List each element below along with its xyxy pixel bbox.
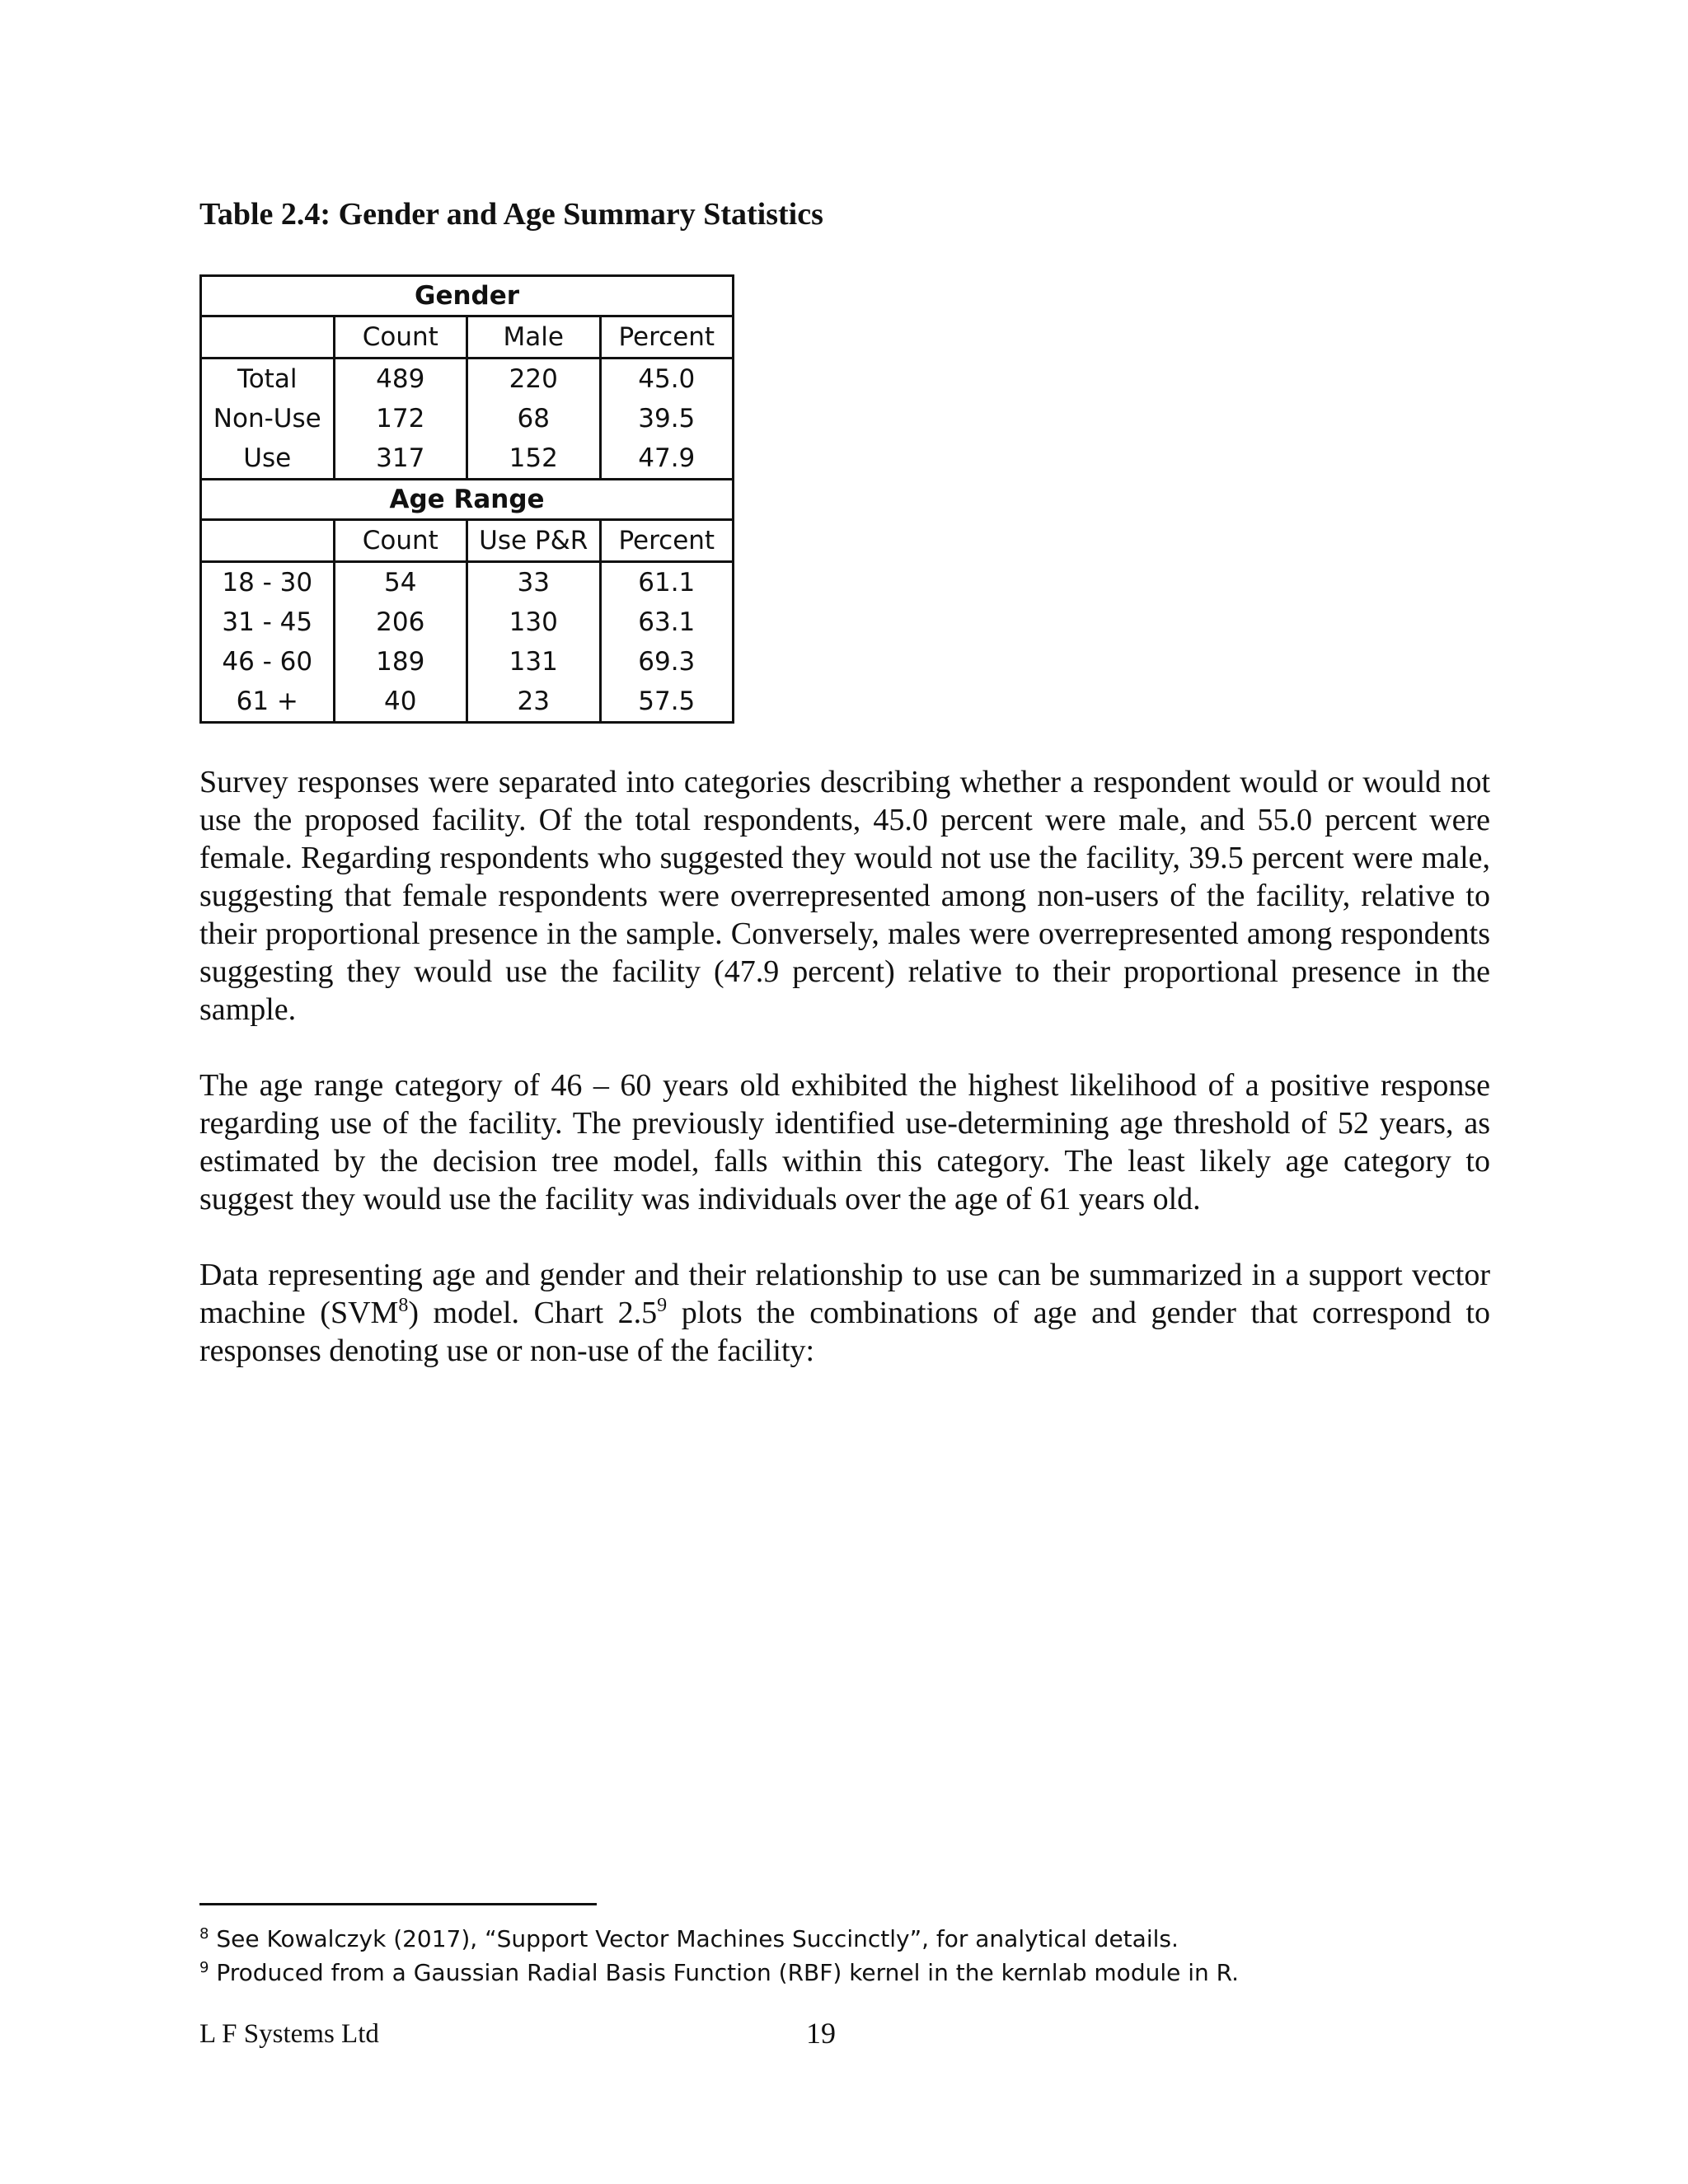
table-row — [201, 602, 734, 642]
text-span: Data representing age and gender and their relationship to use can be summarized in a support vector machine (SVM — [199, 1258, 1490, 1330]
row-label: 46 - 60 — [201, 642, 335, 682]
summary-table — [199, 274, 734, 724]
row-label: Use — [201, 438, 335, 480]
footnote-text: Produced from a Gaussian Radial Basis Function (RBF) kernel in the kernlab module in R. — [209, 1959, 1240, 1986]
footnote-9 — [199, 1959, 1239, 1986]
table-cell: 33 — [467, 562, 601, 603]
table-row — [201, 562, 734, 603]
column-header — [201, 520, 335, 562]
column-header: Count — [334, 520, 467, 562]
table-row — [201, 642, 734, 682]
table-cell: 131 — [467, 642, 601, 682]
table-cell: 23 — [467, 682, 601, 723]
row-label: 61 + — [201, 682, 335, 723]
row-label: Total — [201, 359, 335, 400]
table-row — [201, 359, 734, 400]
column-header: Percent — [600, 316, 734, 359]
gender-section-header — [201, 276, 734, 316]
table-title: Table 2.4: Gender and Age Summary Statistics — [199, 197, 823, 232]
table-cell: 69.3 — [600, 642, 734, 682]
table-cell: 189 — [334, 642, 467, 682]
table-cell: 68 — [467, 399, 601, 438]
page-number: 19 — [806, 2017, 836, 2050]
table-cell: 39.5 — [600, 399, 734, 438]
footer-company: L F Systems Ltd — [199, 2019, 379, 2049]
table-cell: 57.5 — [600, 682, 734, 723]
column-header: Percent — [600, 520, 734, 562]
table-row — [201, 438, 734, 480]
table-cell: 317 — [334, 438, 467, 480]
footnote-divider — [199, 1903, 597, 1905]
gender-heading: Gender — [201, 276, 734, 316]
gender-column-header-row — [201, 316, 734, 359]
table-row — [201, 682, 734, 723]
table-cell: 54 — [334, 562, 467, 603]
column-header — [201, 316, 335, 359]
row-label: 18 - 30 — [201, 562, 335, 603]
body-paragraph-svm — [199, 1256, 1490, 1370]
footnote-ref-9[interactable]: 9 — [657, 1295, 668, 1316]
table-cell: 40 — [334, 682, 467, 723]
table-cell: 61.1 — [600, 562, 734, 603]
table-cell: 47.9 — [600, 438, 734, 480]
table-cell: 489 — [334, 359, 467, 400]
table-cell: 63.1 — [600, 602, 734, 642]
footnote-ref-8[interactable]: 8 — [398, 1295, 409, 1316]
age-range-heading: Age Range — [201, 480, 734, 520]
text-span: ) model. Chart 2.5 — [408, 1296, 658, 1330]
column-header: Count — [334, 316, 467, 359]
body-paragraph-age: The age range category of 46 – 60 years old exhibited the highest likelihood of a positive response regarding use of the facility. The previously identified use-determining age threshold of 52 years, as estimated by the decision tree model, falls within this category. The least likely age category to suggest they would use the facility was individuals over the age of 61 years old. — [199, 1068, 1490, 1216]
body-paragraph-gender: Survey responses were separated into categories describing whether a respondent would or would not use the proposed facility. Of the total respondents, 45.0 percent were male, and 55.0 percent were female. Regarding respondents who suggested they would not use the facility, 39.5 percent were male, suggesting that female respondents were overrepresented among non-users of the facility, relative to their proportional presence in the sample. Conversely, males were overrepresented among respondents suggesting they would use the facility (47.9 percent) relative to their proportional presence in the sample. — [199, 765, 1490, 1027]
footnote-8 — [199, 1925, 1179, 1952]
footnote-text: See Kowalczyk (2017), “Support Vector Machines Succinctly”, for analytical details. — [209, 1925, 1179, 1952]
table-cell: 220 — [467, 359, 601, 400]
table-cell: 172 — [334, 399, 467, 438]
age-section-header — [201, 480, 734, 520]
row-label: 31 - 45 — [201, 602, 335, 642]
table-cell: 152 — [467, 438, 601, 480]
column-header: Use P&R — [467, 520, 601, 562]
table-row — [201, 399, 734, 438]
column-header: Male — [467, 316, 601, 359]
table-cell: 130 — [467, 602, 601, 642]
table-cell: 206 — [334, 602, 467, 642]
age-column-header-row — [201, 520, 734, 562]
row-label: Non-Use — [201, 399, 335, 438]
footnote-mark: 9 — [199, 1959, 209, 1976]
text-span: plots the combinations of age and gender that correspond to responses denoting use or non-use of the facility: — [199, 1296, 1491, 1368]
footnote-mark: 8 — [199, 1925, 209, 1943]
table-cell: 45.0 — [600, 359, 734, 400]
